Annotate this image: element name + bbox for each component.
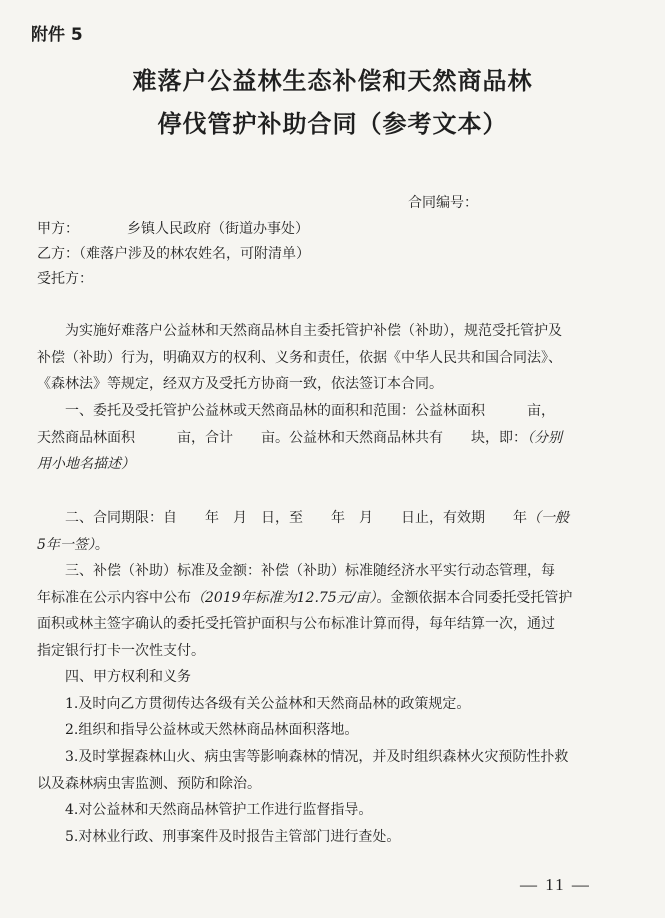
contract-number-label: 合同编号： bbox=[408, 195, 478, 211]
section-3-line-3: 面积或林主签字确认的委托受托管护面积与公布标准计算而得，每年结算一次，通过 bbox=[37, 616, 555, 632]
title-line-2: 停伐管护补助合同（参考文本） bbox=[157, 110, 508, 138]
section-1-line-3: 用小地名描述） bbox=[37, 456, 135, 472]
section-4-item-5: 5.对林业行政、刑事案件及时报告主管部门进行查处。 bbox=[65, 829, 401, 845]
section-3-text-a: 年标准在公示内容中公布 bbox=[37, 590, 191, 606]
section-4-heading: 四、甲方权利和义务 bbox=[65, 669, 191, 685]
party-b-label: 乙方： bbox=[37, 246, 79, 262]
trustee-row bbox=[37, 268, 93, 288]
section-1-line-2 bbox=[37, 429, 562, 447]
section-1-note: （分别 bbox=[527, 430, 562, 446]
section-2-end: 。 bbox=[94, 537, 109, 553]
section-2-line-2 bbox=[37, 536, 109, 554]
section-3-line-2 bbox=[37, 589, 572, 607]
section-4-item-1: 1.及时向乙方贯彻传达各级有关公益林和天然商品林的政策规定。 bbox=[65, 696, 471, 712]
annex-label: 附件 5 bbox=[31, 25, 83, 45]
section-3-note: （2019年标准为12.75元/亩） bbox=[191, 590, 377, 606]
section-4-item-4: 4.对公益林和天然商品林管护工作进行监督指导。 bbox=[65, 802, 373, 818]
party-b-row bbox=[37, 243, 310, 263]
party-b-value: （难落户涉及的林农姓名，可附清单） bbox=[79, 246, 310, 262]
section-2-note: （一般 bbox=[527, 510, 569, 526]
intro-line-2: 补偿（补助）行为，明确双方的权利、义务和责任，依据《中华人民共和国合同法》、 bbox=[37, 350, 562, 366]
trustee-label: 受托方： bbox=[37, 271, 93, 287]
section-1-line-1: 一、委托及受托管护公益林或天然商品林的面积和范围：公益林面积 亩， bbox=[65, 403, 555, 419]
intro-line-1: 为实施好难落户公益林和天然商品林自主委托管护补偿（补助），规范受托管护及 bbox=[65, 323, 562, 339]
section-2-line-1 bbox=[65, 509, 569, 527]
section-1-text: 天然商品林面积 亩，合计 亩。公益林和天然商品林共有 块，即： bbox=[37, 430, 527, 446]
party-a-label: 甲方： bbox=[37, 221, 79, 237]
section-4-item-2: 2.组织和指导公益林或天然林商品林面积落地。 bbox=[65, 722, 359, 738]
section-3-line-4: 指定银行打卡一次性支付。 bbox=[37, 643, 205, 659]
section-2-text: 二、合同期限：自 年 月 日，至 年 月 日止，有效期 年 bbox=[65, 510, 527, 526]
section-4-item-3-line-2: 以及森林病虫害监测、预防和除治。 bbox=[37, 776, 261, 792]
party-a-row bbox=[37, 218, 309, 238]
party-a-value: 乡镇人民政府（街道办事处） bbox=[127, 221, 309, 237]
section-3-text-b: 。金额依据本合同委托受托管护 bbox=[376, 590, 573, 606]
section-3-line-1: 三、补偿（补助）标准及金额：补偿（补助）标准随经济水平实行动态管理，每 bbox=[65, 563, 555, 579]
section-2-note-cont: 5年一签） bbox=[37, 537, 95, 553]
title-line-1: 难落户公益林生态补偿和天然商品林 bbox=[132, 67, 533, 95]
section-4-item-3-line-1: 3.及时掌握森林山火、病虫害等影响森林的情况，并及时组织森林火灾预防性扑救 bbox=[65, 749, 569, 765]
page-number: — 11 — bbox=[520, 875, 591, 894]
intro-line-3: 《森林法》等规定，经双方及受托方协商一致，依法签订本合同。 bbox=[37, 376, 443, 392]
